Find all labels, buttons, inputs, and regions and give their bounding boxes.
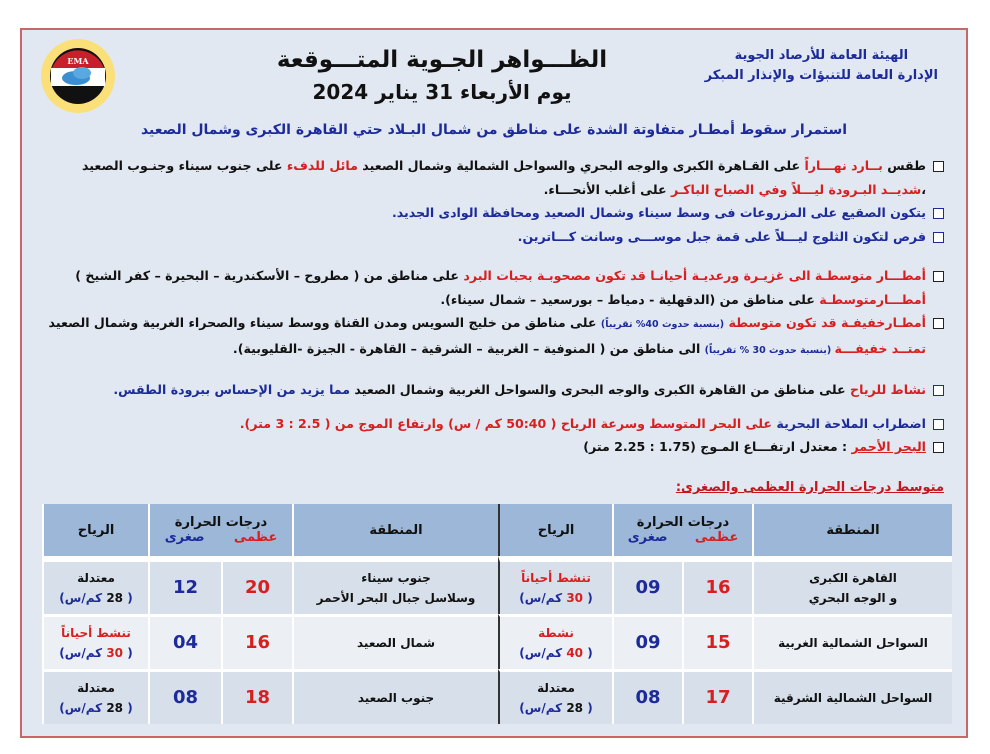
region-name: القاهرة الكبرى و الوجه البحري <box>808 571 898 605</box>
wind-speed: ( 28 كم/س) <box>519 701 593 715</box>
max-temp-cell <box>221 669 292 724</box>
forecast-bullet <box>42 154 946 201</box>
min-temp-cell <box>612 669 682 724</box>
bullet-text-segment: البحر الأحمر <box>851 439 926 454</box>
wind-speed-value: 30 <box>106 646 124 660</box>
region-cell <box>292 556 498 614</box>
wind-speed-unit: كم/س <box>524 591 563 605</box>
region-name: جنوب الصعيد <box>357 691 435 705</box>
bullet-text-segment: يتكون الصقيع على المزروعات فى وسط سيناء وشمال الصعيد ومحافظة الوادى الجديد. <box>391 205 926 220</box>
header-region-label: المنطقة <box>369 522 423 538</box>
region-name: جنوب سيناء وسلاسل جبال البحر الأحمر <box>316 571 476 605</box>
max-temp-cell <box>221 556 292 614</box>
region-cell <box>752 556 952 614</box>
bullet-text-segment: تمتــد خفيفـــة <box>834 340 926 356</box>
checkbox-bullet-icon <box>933 271 944 282</box>
header-max-label: عظمى <box>694 530 739 545</box>
bullet-text-segment: على مناطق من خليج السويس ومدن القناة ووسط سيناء والصحراء الغربية وشمال الصعيد <box>48 315 601 330</box>
bullet-text-segment: على مناطق من (الدقهلية - دمياط – بورسعيد – شمال سيناء). <box>440 291 820 307</box>
forecast-bullet <box>42 378 946 402</box>
min-temp-cell <box>148 556 221 614</box>
organization-name <box>705 46 938 86</box>
bullet-text-segment: على القـاهرة الكبرى والوجه البحري والسواحل الشمالية وشمال الصعيد <box>357 158 805 173</box>
temperature-table <box>42 504 952 724</box>
wind-cell <box>42 556 148 614</box>
wind-speed-value: 28 <box>566 701 584 715</box>
bullet-text-segment: (بنسبة حدوث 40% تقريباً) <box>600 319 725 330</box>
table-row <box>42 614 952 669</box>
region-name: شمال الصعيد <box>357 636 435 650</box>
bullet-text-segment: (بنسبة حدوث 30 % تقريباً) <box>704 344 835 356</box>
checkbox-bullet-icon <box>933 161 944 172</box>
header-wind-label: الرياح <box>77 522 115 538</box>
min-temp: 08 <box>172 686 199 708</box>
header-wind <box>42 504 148 556</box>
wind-speed: ( 28 كم/س) <box>59 591 133 605</box>
forecast-bullet <box>42 435 946 459</box>
header-temperature <box>612 504 752 556</box>
forecast-bullet <box>42 201 946 225</box>
forecast-bullet <box>42 311 946 362</box>
min-temp: 08 <box>635 686 661 708</box>
max-temp: 15 <box>705 631 731 653</box>
wind-speed: ( 30 كم/س) <box>519 591 593 605</box>
wind-cell <box>498 614 612 669</box>
wind-speed-value: 28 <box>106 591 124 605</box>
svg-text:EMA: EMA <box>67 56 89 66</box>
wind-cell <box>498 556 612 614</box>
max-temp-cell <box>682 669 752 724</box>
bullet-text-segment: بــارد نهـــاراً <box>804 158 883 173</box>
min-temp-cell <box>148 669 221 724</box>
forecast-bullet <box>42 264 946 311</box>
bullet-text-segment: على مناطق من القاهرة الكبرى والوجه البحرى والسواحل الغربية وشمال الصعيد <box>350 382 851 397</box>
wind-speed: ( 40 كم/س) <box>519 646 593 660</box>
wind-speed: ( 28 كم/س) <box>59 701 133 715</box>
bullet-text-segment: اضطراب الملاحة البحرية <box>772 415 926 431</box>
header-max-label: عظمى <box>233 530 278 545</box>
table-title: متوسط درجات الحرارة العظمى والصغرى: <box>675 480 944 495</box>
org-line-1: الهيئة العامة للأرصاد الجوية <box>734 48 909 63</box>
min-temp: 12 <box>172 576 199 598</box>
max-temp-cell <box>221 614 292 669</box>
max-temp-cell <box>682 556 752 614</box>
wind-speed: ( 30 كم/س) <box>59 646 133 660</box>
bullet-text-segment: طقس <box>882 158 926 173</box>
header-wind <box>498 504 612 556</box>
min-temp-cell <box>148 614 221 669</box>
bullet-text-segment: على أغلب الأنحـــاء. <box>543 181 672 197</box>
bullet-text-segment: مائل للدفء <box>286 158 358 173</box>
header-region <box>752 504 952 556</box>
min-temp-cell <box>612 614 682 669</box>
bullet-text-segment: على جنوب سيناء وجنـوب الصعيد ، <box>81 158 926 197</box>
forecast-bullet <box>42 412 946 436</box>
wind-status: تنشط أحياناً <box>61 626 131 640</box>
wind-speed-unit: كم/س <box>524 646 563 660</box>
org-line-2: الإدارة العامة للتنبؤات والإنذار المبكر <box>704 68 938 83</box>
region-name: السواحل الشمالية الغربية <box>778 636 928 650</box>
max-temp-cell <box>682 614 752 669</box>
max-temp: 16 <box>244 631 271 653</box>
header-temperature <box>148 504 292 556</box>
header-min-label: صغرى <box>164 530 205 545</box>
header-region <box>292 504 498 556</box>
wind-status: نشطة <box>538 626 574 640</box>
bullet-text-segment: : معتدل ارتفـــاع المـوج (1.75 : 2.25 متر) <box>583 439 852 454</box>
wind-status: معتدلة <box>77 681 115 695</box>
max-temp: 18 <box>244 686 271 708</box>
bulletin-date: يوم الأربعاء 31 يناير 2024 <box>312 80 572 104</box>
min-temp: 09 <box>635 576 661 598</box>
wind-status: تنشط أحياناً <box>521 571 591 585</box>
min-temp-cell <box>612 556 682 614</box>
region-cell <box>752 669 952 724</box>
bullet-text-segment: على مناطق من ( مطروح – الأسكندرية – البحيرة – كفر الشيخ ) <box>75 268 464 283</box>
table-row <box>42 556 952 614</box>
bullet-text-segment: أمطـــار متوسطـة الى غزيـرة ورعديـة أحيانـا قد تكون مصحوبـة بحبات البرد <box>463 268 926 283</box>
checkbox-bullet-icon <box>933 442 944 453</box>
bullet-text-segment: أمطـــارمتوسطـة <box>819 291 926 307</box>
max-temp: 20 <box>244 576 271 598</box>
region-name: السواحل الشمالية الشرقية <box>773 691 933 705</box>
table-header-row <box>42 504 952 556</box>
max-temp: 16 <box>705 576 731 598</box>
checkbox-bullet-icon <box>933 232 944 243</box>
page-title: الظـــواهر الجـوية المتـــوقعة <box>276 47 608 73</box>
header-temps-label: درجات الحرارة <box>174 515 268 530</box>
bullet-text-segment: الى مناطق من ( المنوفية – الغربية – الشرقية – القاهرة - الجيزة -القليوبية). <box>232 340 705 356</box>
wind-speed-unit: كم/س <box>64 701 103 715</box>
table-row <box>42 669 952 724</box>
header-temps-label: درجات الحرارة <box>636 515 730 530</box>
checkbox-bullet-icon <box>933 385 944 396</box>
wind-status: معتدلة <box>77 571 115 585</box>
wind-speed-unit: كم/س <box>524 701 563 715</box>
bulletin-frame <box>20 28 968 738</box>
min-temp: 09 <box>635 631 661 653</box>
wind-cell <box>42 669 148 724</box>
bullet-text-segment: على البحر المتوسط وسرعة الرياح ( 50:40 كم / س) وارتفاع الموج من ( 2.5 : 3 متر). <box>239 415 773 431</box>
checkbox-bullet-icon <box>933 318 944 329</box>
bullet-text-segment: فرص لتكون الثلوج ليـــلاً على قمة جبل موســـى وسانت كـــاترين. <box>517 228 926 244</box>
bullet-text-segment: مما يزيد من الإحساس ببرودة الطقس. <box>113 382 351 397</box>
region-cell <box>292 614 498 669</box>
wind-cell <box>42 614 148 669</box>
header-min-label: صغرى <box>627 530 668 545</box>
wind-speed-unit: كم/س <box>64 646 103 660</box>
region-cell <box>752 614 952 669</box>
wind-speed-value: 28 <box>106 701 124 715</box>
forecast-bullet <box>42 225 946 249</box>
wind-speed-value: 40 <box>566 646 584 660</box>
forecast-bullets <box>42 154 946 459</box>
wind-speed-unit: كم/س <box>64 591 103 605</box>
ema-logo-icon <box>40 38 116 114</box>
header-region-label: المنطقة <box>826 522 880 538</box>
headline: استمرار سقوط أمطـار متفاوتة الشدة على مناطق من شمال البـلاد حتي القاهرة الكبرى وشمال الصعيد <box>140 122 848 138</box>
region-cell <box>292 669 498 724</box>
bullet-text-segment: شديــد البـرودة ليـــلاً وفي الصباح الباكـر <box>671 181 922 197</box>
bullet-text-segment: نشاط للرياح <box>850 382 926 397</box>
max-temp: 17 <box>705 686 731 708</box>
min-temp: 04 <box>172 631 199 653</box>
wind-speed-value: 30 <box>566 591 584 605</box>
wind-cell <box>498 669 612 724</box>
checkbox-bullet-icon <box>933 208 944 219</box>
header-wind-label: الرياح <box>537 522 575 538</box>
wind-status: معتدلة <box>537 681 575 695</box>
checkbox-bullet-icon <box>933 419 944 430</box>
bullet-text-segment: أمطـارخفيفـة قد تكون متوسطة <box>724 315 926 330</box>
